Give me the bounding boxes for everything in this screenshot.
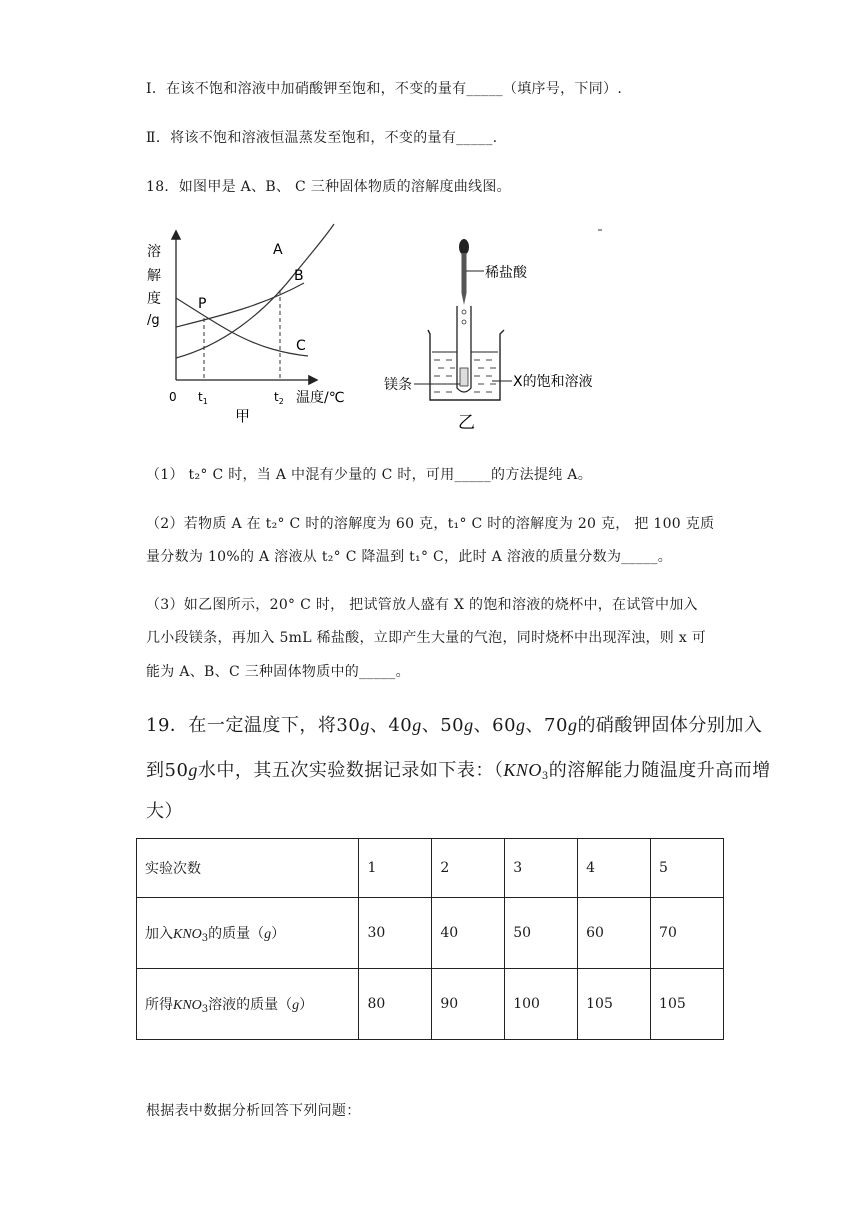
curve-a — [176, 224, 334, 358]
x-axis-label: 温度/℃ — [296, 390, 345, 406]
y-label-2: 解 — [147, 268, 161, 284]
curve-b-label: B — [294, 268, 304, 284]
dropper-bulb — [459, 239, 469, 255]
q18-part-2-line-1: （2）若物质 A 在 t₂° C 时的溶解度为 60 克，t₁° C 时的溶解度为 20 克， 把 100 克质 — [146, 516, 715, 532]
table-cell: 40 — [432, 898, 505, 969]
magnesium-strip — [460, 368, 468, 386]
q18-part-3-line-2: 几小段镁条，再加入 5mL 稀盐酸，立即产生大量的气泡，同时烧杯中出现浑浊，则 x 可 — [146, 630, 707, 646]
q19-line-2: 到50g水中，其五次实验数据记录如下表：（$KNO_3$的溶解能力随温度升高而增 — [146, 760, 771, 782]
table-cell: 2 — [432, 839, 505, 898]
q18-intro: 18．如图甲是 A、B、 C 三种固体物质的溶解度曲线图。 — [146, 179, 511, 195]
table-cell: 80 — [359, 969, 432, 1040]
table-cell: 70 — [651, 898, 724, 969]
figure-jia-caption: 甲 — [235, 407, 251, 425]
acid-label: 稀盐酸 — [485, 265, 527, 281]
q18-part-3-line-1: （3）如乙图所示，20° C 时， 把试管放人盛有 X 的饱和溶液的烧杯中，在试管中加入 — [146, 597, 698, 613]
dropper-tip — [462, 293, 467, 305]
y-label-3: 度 — [147, 291, 161, 307]
table-cell: 100 — [505, 969, 578, 1040]
apparatus-figure — [384, 230, 602, 433]
point-p-label: P — [198, 296, 207, 312]
table-cell: 3 — [505, 839, 578, 898]
curve-b — [176, 283, 304, 327]
q18-part-3-line-3: 能为 A、B、C 三种固体物质中的_____。 — [146, 664, 410, 680]
solution-label: X的饱和溶液 — [513, 374, 593, 390]
q19-line-1: 19．在一定温度下，将30g、40g、50g、60g、70g的硝酸钾固体分别加入 — [146, 715, 763, 736]
y-label-1: 溶 — [147, 244, 161, 260]
table-cell: 5 — [651, 839, 724, 898]
table-row — [137, 839, 724, 898]
table-cell: 4 — [578, 839, 651, 898]
table-cell: 105 — [651, 969, 724, 1040]
curve-a-label: A — [273, 242, 283, 258]
solubility-figures — [0, 0, 860, 440]
table-cell: 90 — [432, 969, 505, 1040]
q18-part-2-line-2: 量分数为 10%的 A 溶液从 t₂° C 降温到 t₁° C，此时 A 溶液的质量分数为_____。 — [146, 549, 673, 565]
experiment-table — [136, 838, 724, 1040]
q18-part-1: （1） t₂° C 时，当 A 中混有少量的 C 时，可用_____的方法提纯 A。 — [146, 467, 592, 483]
curve-c-label: C — [296, 338, 306, 354]
table-row — [137, 898, 724, 969]
table-row-label: 所得$KNO_3$溶液的质量（g） — [137, 969, 359, 1040]
dropper-tube — [462, 253, 467, 293]
origin-label: 0 — [169, 390, 177, 404]
q17-line-1: Ⅰ．在该不饱和溶液中加硝酸钾至饱和，不变的量有_____（填序号，下同）. — [146, 81, 623, 97]
table-row — [137, 969, 724, 1040]
curve-c — [176, 298, 308, 356]
t1-label: $t_1$ — [198, 390, 208, 406]
table-cell: 30 — [359, 898, 432, 969]
mg-label: 镁条 — [384, 377, 412, 393]
table-cell: 105 — [578, 969, 651, 1040]
q17-line-2: Ⅱ．将该不饱和溶液恒温蒸发至饱和，不变的量有_____. — [146, 130, 498, 146]
table-row-label: 加入$KNO_3$的质量（g） — [137, 898, 359, 969]
q19-line-3: 大） — [146, 801, 183, 822]
t2-label: $t_2$ — [274, 390, 284, 406]
table-cell: 50 — [505, 898, 578, 969]
table-header-label: 实验次数 — [137, 839, 359, 898]
q19-after-table: 根据表中数据分析回答下列问题： — [146, 1103, 361, 1119]
y-label-4: /g — [147, 313, 160, 328]
figure-yi-caption: 乙 — [458, 413, 475, 433]
table-cell: 60 — [578, 898, 651, 969]
table-cell: 1 — [359, 839, 432, 898]
solubility-graph — [147, 224, 344, 425]
